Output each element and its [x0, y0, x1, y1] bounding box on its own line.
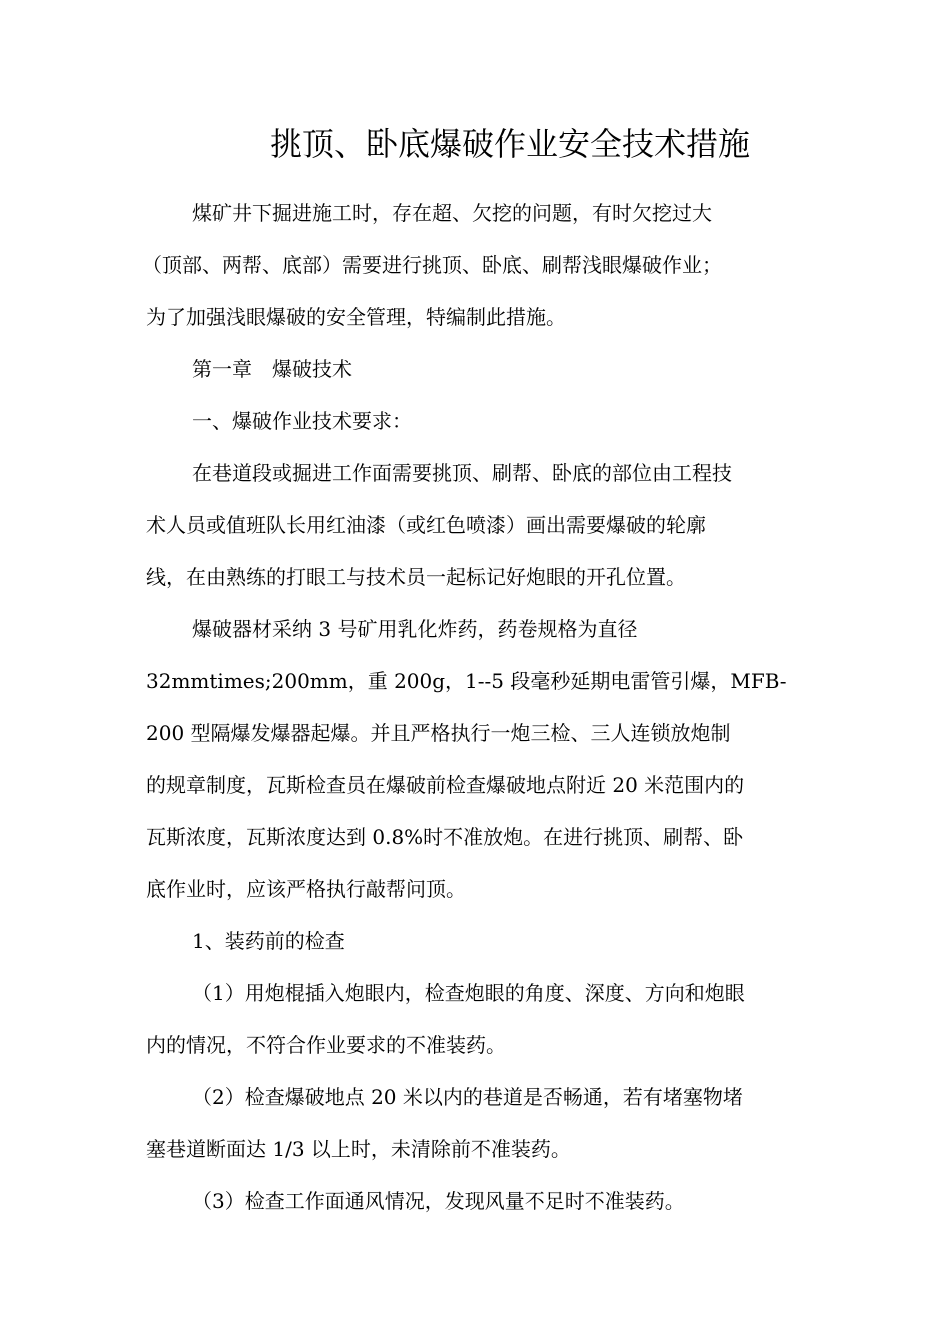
paragraph-line: 爆破器材采纳 3 号矿用乳化炸药，药卷规格为直径 [192, 617, 638, 641]
paragraph-line: 的规章制度，瓦斯检查员在爆破前检查爆破地点附近 20 米范围内的 [146, 773, 745, 797]
list-item-line: （1）用炮棍插入炮眼内，检查炮眼的角度、深度、方向和炮眼 [192, 981, 745, 1005]
list-item-line: （2）检查爆破地点 20 米以内的巷道是否畅通，若有堵塞物堵 [192, 1085, 743, 1109]
paragraph-line: 线，在由熟练的打眼工与技术员一起标记好炮眼的开孔位置。 [146, 565, 686, 589]
paragraph-line: （顶部、两帮、底部）需要进行挑顶、卧底、刷帮浅眼爆破作业； [142, 253, 722, 277]
paragraph-line: 为了加强浅眼爆破的安全管理，特编制此措施。 [146, 305, 566, 329]
chapter-heading: 第一章 爆破技术 [192, 357, 352, 381]
paragraph-line: 瓦斯浓度，瓦斯浓度达到 0.8%时不准放炮。在进行挑顶、刷帮、卧 [146, 825, 744, 849]
paragraph-line: 在巷道段或掘进工作面需要挑顶、刷帮、卧底的部位由工程技 [192, 461, 732, 485]
paragraph-line: 200 型隔爆发爆器起爆。并且严格执行一炮三检、三人连锁放炮制 [146, 721, 731, 745]
subsection-heading: 1、装药前的检查 [192, 929, 345, 953]
paragraph-line: 底作业时，应该严格执行敲帮问顶。 [146, 877, 466, 901]
paragraph-line: 煤矿井下掘进施工时，存在超、欠挖的问题，有时欠挖过大 [192, 201, 712, 225]
list-item-line: 塞巷道断面达 1/3 以上时，未清除前不准装药。 [146, 1137, 571, 1161]
document-title: 挑顶、卧底爆破作业安全技术措施 [269, 125, 750, 163]
list-item-line: 内的情况，不符合作业要求的不准装药。 [146, 1033, 506, 1057]
section-heading: 一、爆破作业技术要求： [192, 409, 412, 433]
paragraph-line: 32mmtimes;200mm，重 200g，1--5 段毫秒延期电雷管引爆，MFB- [146, 669, 787, 693]
list-item-line: （3）检查工作面通风情况，发现风量不足时不准装药。 [192, 1189, 685, 1213]
paragraph-line: 术人员或值班队长用红油漆（或红色喷漆）画出需要爆破的轮廓 [146, 513, 706, 537]
